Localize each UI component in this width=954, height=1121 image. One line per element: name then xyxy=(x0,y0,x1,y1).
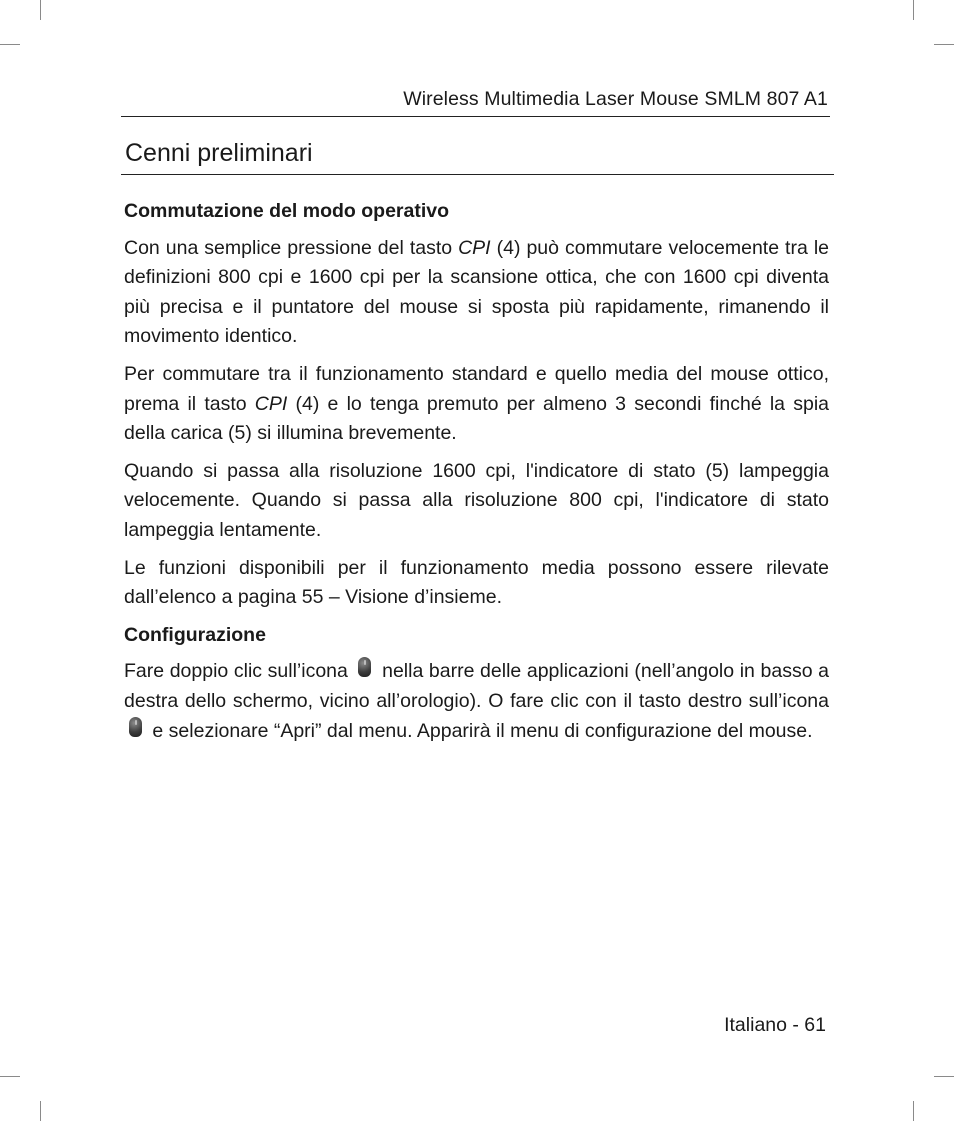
text-span: (4) e lo tenga premuto per almeno 3 secondi finché la spia della carica (5) si illumina brevemente. xyxy=(124,392,829,445)
crop-mark-top-right xyxy=(913,0,914,20)
mode-switch-paragraph-4: Le funzioni disponibili per il funzionamento media possono essere rilevate dall’elenco a pagina 55 – Visione d’insieme. xyxy=(124,556,829,609)
crop-mark-bottom-left-h xyxy=(0,1076,20,1077)
mode-switch-paragraph-3: Quando si passa alla risoluzione 1600 cpi, l'indicatore di stato (5) lampeggia velocemente. Quando si passa alla risoluzione 800 cpi, l'indicatore di stato lampeggia lentamente. xyxy=(124,459,829,541)
crop-mark-top-left-h xyxy=(0,44,20,45)
text-span: e selezionare “Apri” dal menu. Apparirà il menu di configurazione del mouse. xyxy=(147,719,813,742)
mouse-icon xyxy=(128,717,143,738)
section-title: Cenni preliminari xyxy=(125,139,313,167)
configuration-paragraph xyxy=(124,657,829,746)
page-body xyxy=(124,197,829,754)
crop-mark-bottom-right xyxy=(913,1101,914,1121)
section-rule xyxy=(121,174,834,175)
mode-switch-paragraph-1 xyxy=(124,234,829,352)
mouse-icon xyxy=(357,657,372,678)
configuration-heading: Configurazione xyxy=(124,623,266,646)
cpi-key-label: CPI xyxy=(458,236,491,259)
mode-switch-heading: Commutazione del modo operativo xyxy=(124,200,450,222)
text-span: (4) può commutare velocemente tra le definizioni 800 cpi e 1600 cpi per la scansione ottica, che con 1600 cpi diventa più precisa e il puntatore del mouse si sposta più rapidamente, rimanendo il movimento identico. xyxy=(124,236,829,348)
header-rule xyxy=(121,116,830,117)
crop-mark-top-right-h xyxy=(934,44,954,45)
crop-mark-bottom-right-h xyxy=(934,1076,954,1077)
text-span: nella barre delle applicazioni (nell’angolo in basso a destra dello schermo, vicino all’orologio). O fare clic con il tasto destro sull’icona xyxy=(124,660,829,712)
text-span: Con una semplice pressione del tasto xyxy=(124,236,459,259)
text-span: Fare doppio clic sull’icona xyxy=(124,660,354,683)
cpi-key-label: CPI xyxy=(254,392,288,415)
crop-mark-bottom-left xyxy=(40,1101,41,1121)
page-number: Italiano - 61 xyxy=(724,1014,826,1036)
text-span: Per commutare tra il funzionamento standard e quello media del mouse ottico, prema il tasto xyxy=(124,362,829,415)
crop-mark-top-left xyxy=(40,0,41,20)
mode-switch-paragraph-2 xyxy=(124,360,829,449)
running-header: Wireless Multimedia Laser Mouse SMLM 807 A1 xyxy=(403,88,828,110)
